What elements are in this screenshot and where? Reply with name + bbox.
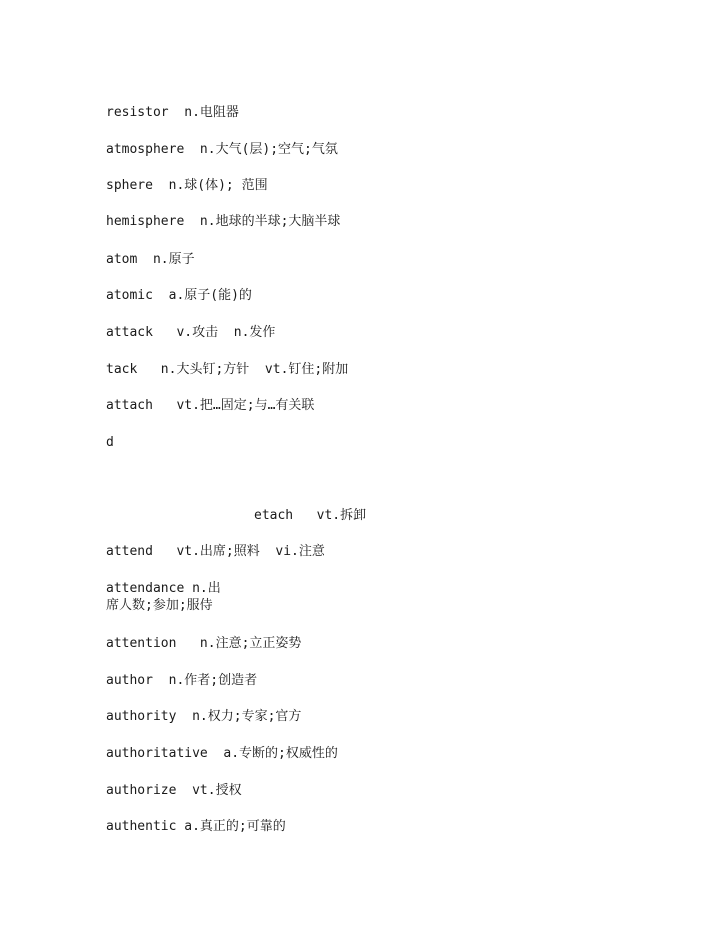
entry-d-fragment: d — [106, 435, 114, 450]
entry-author: author n.作者;创造者 — [106, 673, 258, 688]
entry-authority: authority n.权力;专家;官方 — [106, 709, 302, 724]
entry-attention: attention n.注意;立正姿势 — [106, 636, 302, 651]
entry-authentic: authentic a.真正的;可靠的 — [106, 819, 286, 834]
entry-hemisphere: hemisphere n.地球的半球;大脑半球 — [106, 214, 341, 229]
entry-atmosphere: atmosphere n.大气(层);空气;气氛 — [106, 142, 338, 157]
entry-attend: attend vt.出席;照料 vi.注意 — [106, 544, 325, 559]
entry-attack: attack v.攻击 n.发作 — [106, 325, 276, 340]
entry-detach: etach vt.拆卸 — [254, 508, 367, 523]
entry-attach: attach vt.把…固定;与…有关联 — [106, 398, 315, 413]
entry-tack: tack n.大头钉;方针 vt.钉住;附加 — [106, 362, 349, 377]
entry-atomic: atomic a.原子(能)的 — [106, 288, 252, 303]
entry-sphere: sphere n.球(体); 范围 — [106, 178, 268, 193]
entry-resistor: resistor n.电阻器 — [106, 105, 239, 120]
entry-attendance: attendance n.出 席人数;参加;服侍 — [106, 581, 221, 613]
entry-authorize: authorize vt.授权 — [106, 783, 242, 798]
entry-authoritative: authoritative a.专断的;权威性的 — [106, 746, 338, 761]
entry-atom: atom n.原子 — [106, 252, 195, 267]
